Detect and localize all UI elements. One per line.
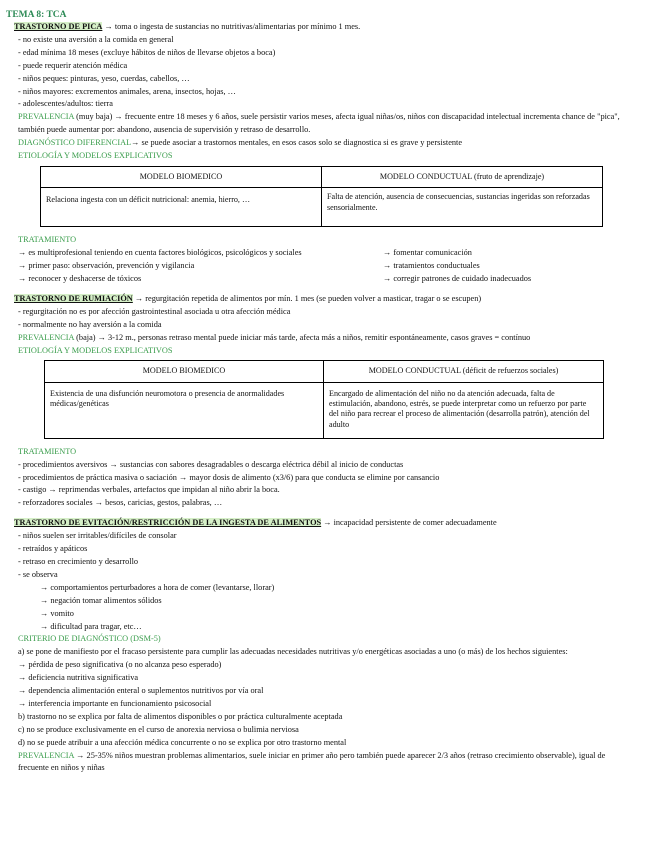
evit-observa-item: → negación tomar alimentos sólidos — [40, 595, 162, 605]
evit-bullet: - niños suelen ser irritables/difíciles de consolar — [18, 531, 177, 541]
pica-treatment-right — [383, 247, 643, 286]
pica-table-head-right: MODELO CONDUCTUAL (fruto de aprendizaje) — [322, 166, 603, 187]
evit-heading — [14, 517, 646, 530]
pica-treatment-label: TRATAMIENTO — [18, 235, 77, 245]
evit-criterion: c) no se produce exclusivamente en el curso de anorexia nerviosa o bulimia nerviosa — [18, 724, 299, 734]
pica-bullet: - puede requerir atención médica — [18, 60, 128, 70]
evit-bullet: - se observa — [18, 569, 58, 579]
evit-criteria-label: CRITERIO DE DIAGNÓSTICO (DSM-5) — [18, 634, 161, 644]
evit-criterion: d) no se puede atribuir a una afección médica concurrente o no se explica por otro trastorno mental — [18, 737, 347, 747]
evit-criterion: b) trastorno no se explica por falta de alimentos disponibles o por práctica culturalmente aceptada — [18, 711, 343, 721]
pica-bullet: - niños mayores: excrementos animales, arena, insectos, hojas, … — [18, 86, 236, 96]
rumia-treatment-item: - procedimientos aversivos → sustancias con sabores desagradables o descarga eléctrica débil al inicio de conductas — [18, 459, 404, 469]
evit-observa-item: → dificultad para tragar, etc… — [40, 621, 142, 631]
evit-prevalence-text: → 25-35% niños muestran problemas alimentarios, suele iniciar en primer año pero también puede aparecer 2/3 años (retraso crecimiento observable), igual de frecuente en niños y niñas — [18, 750, 606, 773]
evit-observa-item: → vomito — [40, 608, 74, 618]
pica-treatment-item: → primer paso: observación, prevención y vigilancia — [18, 261, 195, 271]
evit-bullet: - retraídos y apáticos — [18, 544, 88, 554]
pica-prevalence-label: PREVALENCIA — [18, 112, 75, 122]
rumia-heading-highlight: TRASTORNO DE RUMIACIÓN — [14, 293, 133, 303]
rumia-table-head-right: MODELO CONDUCTUAL (déficit de refuerzos sociales) — [324, 361, 604, 382]
rumia-bullet: - regurgitación no es por afección gastrointestinal asociada u otra afección médica — [18, 306, 291, 316]
document-title: TEMA 8: TCA — [6, 10, 67, 20]
pica-treatment-item: → tratamientos conductuales — [383, 261, 480, 271]
evit-bullet: - retraso en crecimiento y desarrollo — [18, 556, 139, 566]
pica-prevalence-text: (muy baja) → frecuente entre 18 meses y 6 años, suele persistir varios meses, afecta igual niñas/os, niños con discapacidad intelectual incrementa chance de "pica", también puede aumentar por: abandono, ausencia de supervisión y retraso de desarrollo. — [18, 112, 620, 135]
pica-bullet: - niños peques: pinturas, yeso, cuerdas, cabellos, … — [18, 73, 190, 83]
rumia-bullet: - normalmente no hay aversión a la comida — [18, 319, 162, 329]
rumia-treatment-label: TRATAMIENTO — [18, 446, 77, 456]
pica-heading-rest: → toma o ingesta de sustancias no nutritivas/alimentarias por mínimo 1 mes. — [102, 22, 361, 31]
pica-etiology-label: ETIOLOGÍA Y MODELOS EXPLICATIVOS — [18, 151, 173, 161]
pica-models-table — [40, 166, 603, 227]
pica-table-cell-right: Falta de atención, ausencia de consecuencias, sustancias ingeridas son reforzadas sensorialmente. — [322, 188, 603, 227]
evit-criterion-a-item: → interferencia importante en funcionamiento psicosocial — [18, 698, 212, 708]
pica-diagnosis — [18, 137, 646, 150]
pica-treatment-grid — [18, 247, 646, 286]
pica-heading-highlight: TRASTORNO DE PICA — [14, 22, 103, 31]
pica-treatment-item: → corregir patrones de cuidado inadecuados — [383, 273, 532, 283]
evit-prevalence — [18, 750, 638, 776]
pica-diagnosis-label: DIAGNÓSTICO DIFERENCIAL — [18, 138, 132, 148]
pica-treatment-item: → reconocer y deshacerse de tóxicos — [18, 273, 142, 283]
rumia-heading — [14, 293, 646, 306]
pica-table-head-left: MODELO BIOMEDICO — [41, 166, 322, 187]
evit-heading-rest: → incapacidad persistente de comer adecuadamente — [321, 518, 497, 528]
evit-criterion-a: a) se pone de manifiesto por el fracaso persistente para cumplir las adecuadas necesidades nutritivas y/o energéticas asociadas a uno (o más) de los hechos siguientes: — [18, 647, 568, 657]
evit-criterion-a-item: → pérdida de peso significativa (o no alcanza peso esperado) — [18, 660, 222, 670]
pica-prevalence — [18, 111, 648, 137]
rumia-prevalence-text: (baja) → 3-12 m., personas retraso mental puede iniciar más tarde, afecta más a niños, remitir espontáneamente, casos graves = contínuo — [74, 332, 531, 342]
rumia-etiology-label: ETIOLOGÍA Y MODELOS EXPLICATIVOS — [18, 345, 173, 355]
evit-criterion-a-item: → dependencia alimentación enteral o suplementos nutritivos por vía oral — [18, 686, 264, 696]
rumia-treatment-item: - castigo → reprimendas verbales, artefactos que impidan al niño abrir la boca. — [18, 485, 280, 495]
rumia-prevalence — [18, 332, 646, 345]
pica-bullet: - adolescentes/adultos: tierra — [18, 99, 113, 109]
rumia-table-head-left: MODELO BIOMEDICO — [45, 361, 324, 382]
pica-table-cell-left: Relaciona ingesta con un déficit nutricional: anemia, hierro, … — [41, 188, 322, 227]
pica-treatment-item: → fomentar comunicación — [383, 248, 472, 258]
rumia-models-table — [44, 360, 604, 438]
pica-treatment-left — [18, 247, 383, 286]
pica-bullet: - edad mínima 18 meses (excluye hábitos de niños de llevarse objetos a boca) — [18, 47, 276, 57]
rumia-treatment-item: - procedimientos de práctica masiva o saciación → mayor dosis de alimento (x3/6) para que conducta se elimine por cansancio — [18, 472, 440, 482]
pica-heading — [14, 21, 646, 34]
evit-heading-highlight: TRASTORNO DE EVITACIÓN/RESTRICCIÓN DE LA INGESTA DE ALIMENTOS — [14, 518, 322, 528]
rumia-treatment-item: - reforzadores sociales → besos, caricias, gestos, palabras, … — [18, 498, 223, 508]
pica-treatment-item: → es multiprofesional teniendo en cuenta factores biológicos, psicológicos y sociales — [18, 248, 302, 258]
document-page — [6, 9, 646, 775]
rumia-table-cell-right: Encargado de alimentación del niño no da atención adecuada, falta de estimulación, abandono, estrés, se puede interpretar como un refuerzo por parte del niño para recrear el proceso de alimentación (desarrolla patrón), atención del adulto — [324, 382, 604, 438]
evit-observa-item: → comportamientos perturbadores a hora de comer (levantarse, llorar) — [40, 582, 275, 592]
rumia-heading-rest: → regurgitación repetida de alimentos por mín. 1 mes (se pueden volver a masticar, tragar o se escupen) — [132, 293, 482, 303]
pica-diagnosis-text: → se puede asociar a trastornos mentales, en esos casos solo se diagnostica si es grave y persistente — [131, 138, 463, 148]
evit-criterion-a-item: → deficiencia nutritiva significativa — [18, 673, 139, 683]
pica-bullet: - no existe una aversión a la comida en general — [18, 34, 174, 44]
rumia-prevalence-label: PREVALENCIA — [18, 332, 75, 342]
rumia-table-cell-left: Existencia de una disfunción neuromotora o presencia de anormalidades médicas/genéticas — [45, 382, 324, 438]
evit-prevalence-label: PREVALENCIA — [18, 750, 75, 760]
